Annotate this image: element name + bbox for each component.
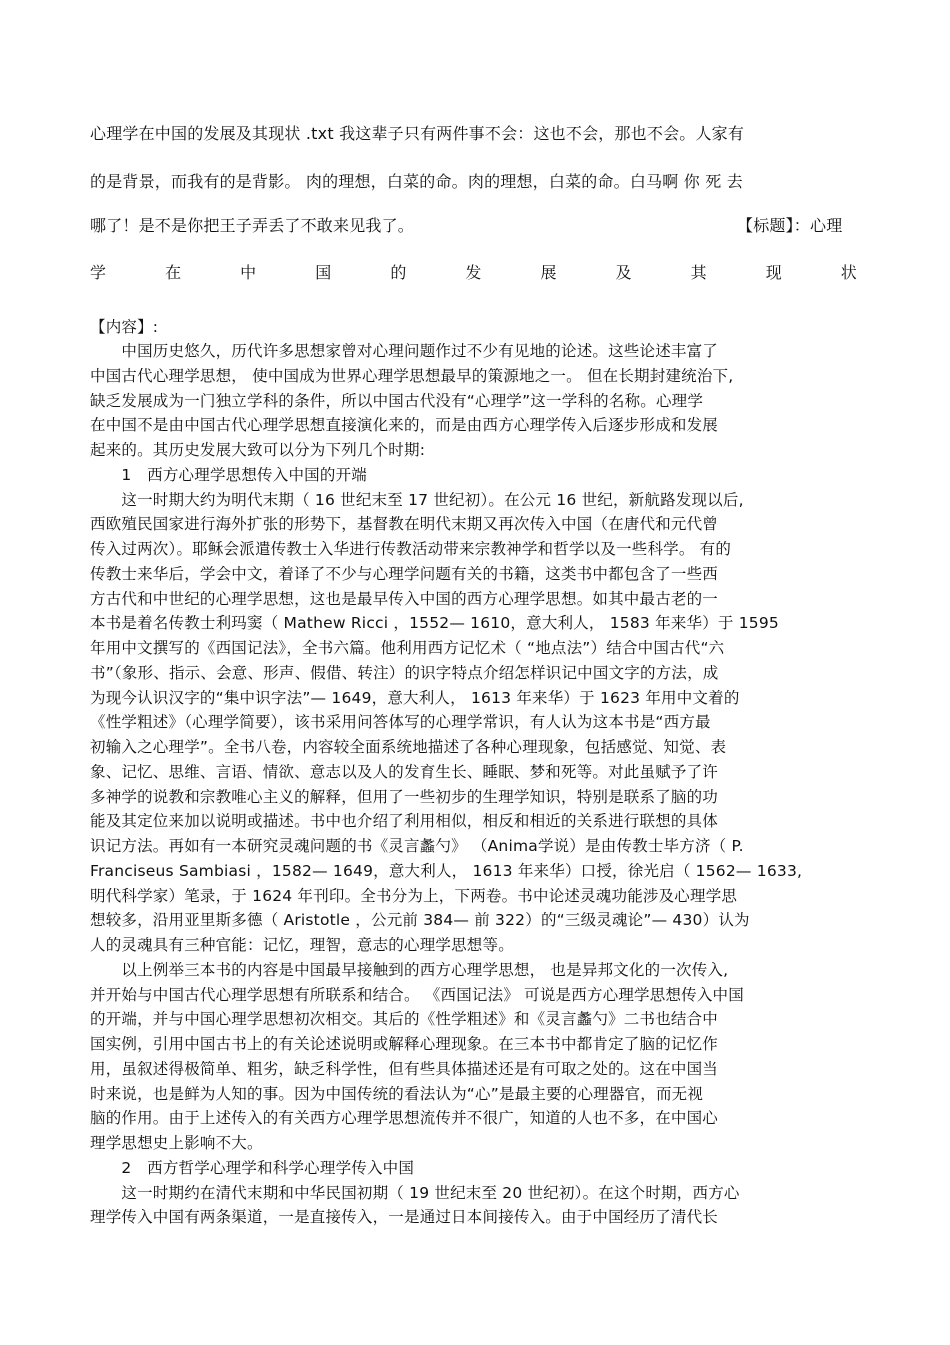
body-line: 西欧殖民国家进行海外扩张的形势下，基督教在明代末期又再次传入中国（在唐代和元代曾 (90, 515, 719, 533)
body-line: 理学思想史上影响不大。 (90, 1134, 263, 1152)
header-line-1: 心理学在中国的发展及其现状 .txt 我这辈子只有两件事不会：这也不会，那也不会。人家有 (90, 124, 745, 143)
body-line: 这一时期约在清代末期和中华民国初期（ 19 世纪末至 20 世纪初）。在这个时期，西方心 (90, 1184, 740, 1202)
body-line: 并开始与中国古代心理学思想有所联系和结合。 《西国记法》 可说是西方心理学思想传入中国 (90, 986, 744, 1004)
body-line: 脑的作用。由于上述传入的有关西方心理学思想流传并不很广，知道的人也不多，在中国心 (90, 1109, 719, 1127)
title-char: 的 (390, 263, 407, 282)
body-line: 中国历史悠久，历代许多思想家曾对心理问题作过不少有见地的论述。这些论述丰富了 (90, 342, 719, 360)
header-line-2: 的是背景，而我有的是背影。 肉的理想，白菜的命。肉的理想，白菜的命。白马啊 你 死 去 (90, 172, 743, 191)
body-line: 初输入之心理学”。全书八卷，内容较全面系统地描述了各种心理现象，包括感觉、知觉、表 (90, 738, 727, 756)
body-line: 国实例，引用中国古书上的有关论述说明或解释心理现象。在三本书中都肯定了脑的记忆作 (90, 1035, 719, 1053)
body-line: 能及其定位来加以说明或描述。书中也介绍了利用相似，相反和相近的关系进行联想的具体 (90, 812, 719, 830)
body-line: 用，虽叙述得极简单、粗劣，缺乏科学性，但有些具体描述还是有可取之处的。这在中国当 (90, 1060, 719, 1078)
body-line: 这一时期大约为明代末期（ 16 世纪末至 17 世纪初）。在公元 16 世纪，新航路发现以后, (90, 491, 744, 509)
body-line: 《性学粗述》（心理学简要），该书采用问答体写的心理学常识，有人认为这本书是“西方最 (90, 713, 711, 731)
body-line: 本书是着名传教士利玛窦（ Mathew Ricci ，1552— 1610，意大利人， 1583 年来华）于 1595 (90, 614, 779, 632)
body-line: 缺乏发展成为一门独立学科的条件，所以中国古代没有“心理学”这一学科的名称。心理学 (90, 392, 704, 410)
body-line: 2 西方哲学心理学和科学心理学传入中国 (90, 1159, 415, 1177)
title-char: 状 (840, 263, 857, 282)
body-line: 以上例举三本书的内容是中国最早接触到的西方心理学思想， 也是异邦文化的一次传入, (90, 961, 729, 979)
body-line: 年用中文撰写的《西国记法》，全书六篇。他利用西方记忆术（ “地点法”）结合中国古代“六 (90, 639, 725, 657)
title-char: 学 (90, 263, 107, 282)
body-line: 多神学的说教和宗教唯心主义的解释，但用了一些初步的生理学知识，特别是联系了脑的功 (90, 788, 719, 806)
title-char: 展 (540, 263, 557, 282)
body-line: 人的灵魂具有三种官能：记忆，理智，意志的心理学思想等。 (90, 936, 514, 954)
body-line: 想较多，沿用亚里斯多德（ Aristotle ，公元前 384— 前 322）的“三级灵魂论”— 430）认为 (90, 911, 750, 929)
body-line: 识记方法。再如有一本研究灵魂问题的书《灵言蠡勺》 （Anima学说）是由传教士毕方济（ P. (90, 837, 744, 855)
body-line: 1 西方心理学思想传入中国的开端 (90, 466, 367, 484)
content-label: 【内容】: (90, 318, 159, 336)
body-line: 为现今认识汉字的“集中识字法”— 1649，意大利人， 1613 年来华）于 1623 年用中文着的 (90, 689, 740, 707)
body-line: Franciseus Sambiasi ，1582— 1649，意大利人， 1613 年来华）口授，徐光启（ 1562— 1633, (90, 862, 803, 880)
body-line: 传入过两次）。耶稣会派遣传教士入华进行传教活动带来宗教神学和哲学以及一些科学。 有的 (90, 540, 732, 558)
body-line: 传教士来华后，学会中文，着译了不少与心理学问题有关的书籍，这类书中都包含了一些西 (90, 565, 719, 583)
title-char: 其 (690, 263, 707, 282)
body-line: 书”（象形、指示、会意、形声、假借、转注）的识字特点介绍怎样识记中国文字的方法，成 (90, 664, 719, 682)
body-line: 象、记忆、思维、言语、情欲、意志以及人的发育生长、睡眠、梦和死等。对此虽赋予了许 (90, 763, 719, 781)
body-line: 时来说，也是鲜为人知的事。因为中国传统的看法认为“心”是最主要的心理器官，而无视 (90, 1085, 704, 1103)
title-spread (90, 263, 857, 283)
body-line: 明代科学家）笔录，于 1624 年刊印。全书分为上，下两卷。书中论述灵魂功能涉及心理学思 (90, 887, 738, 905)
title-char: 中 (240, 263, 257, 282)
body-line: 起来的。其历史发展大致可以分为下列几个时期: (90, 441, 426, 459)
title-char: 及 (615, 263, 632, 282)
title-char: 现 (765, 263, 782, 282)
body-line: 理学传入中国有两条渠道，一是直接传入，一是通过日本间接传入。由于中国经历了清代长 (90, 1208, 719, 1226)
body-line: 的开端，并与中国心理学思想初次相交。其后的《性学粗述》和《灵言蠡勺》二书也结合中 (90, 1010, 719, 1028)
title-label: 【标题】：心理 (737, 216, 843, 235)
title-char: 在 (165, 263, 182, 282)
body-line: 中国古代心理学思想， 使中国成为世界心理学思想最早的策源地之一。 但在长期封建统治下, (90, 367, 734, 385)
body-line: 在中国不是由中国古代心理学思想直接演化来的，而是由西方心理学传入后逐步形成和发展 (90, 416, 719, 434)
title-char: 国 (315, 263, 332, 282)
title-char: 发 (465, 263, 482, 282)
header-line-3: 哪了！是不是你把王子弄丢了不敢来见我了。 (90, 216, 415, 235)
body-line: 方古代和中世纪的心理学思想，这也是最早传入中国的西方心理学思想。如其中最古老的一 (90, 590, 719, 608)
